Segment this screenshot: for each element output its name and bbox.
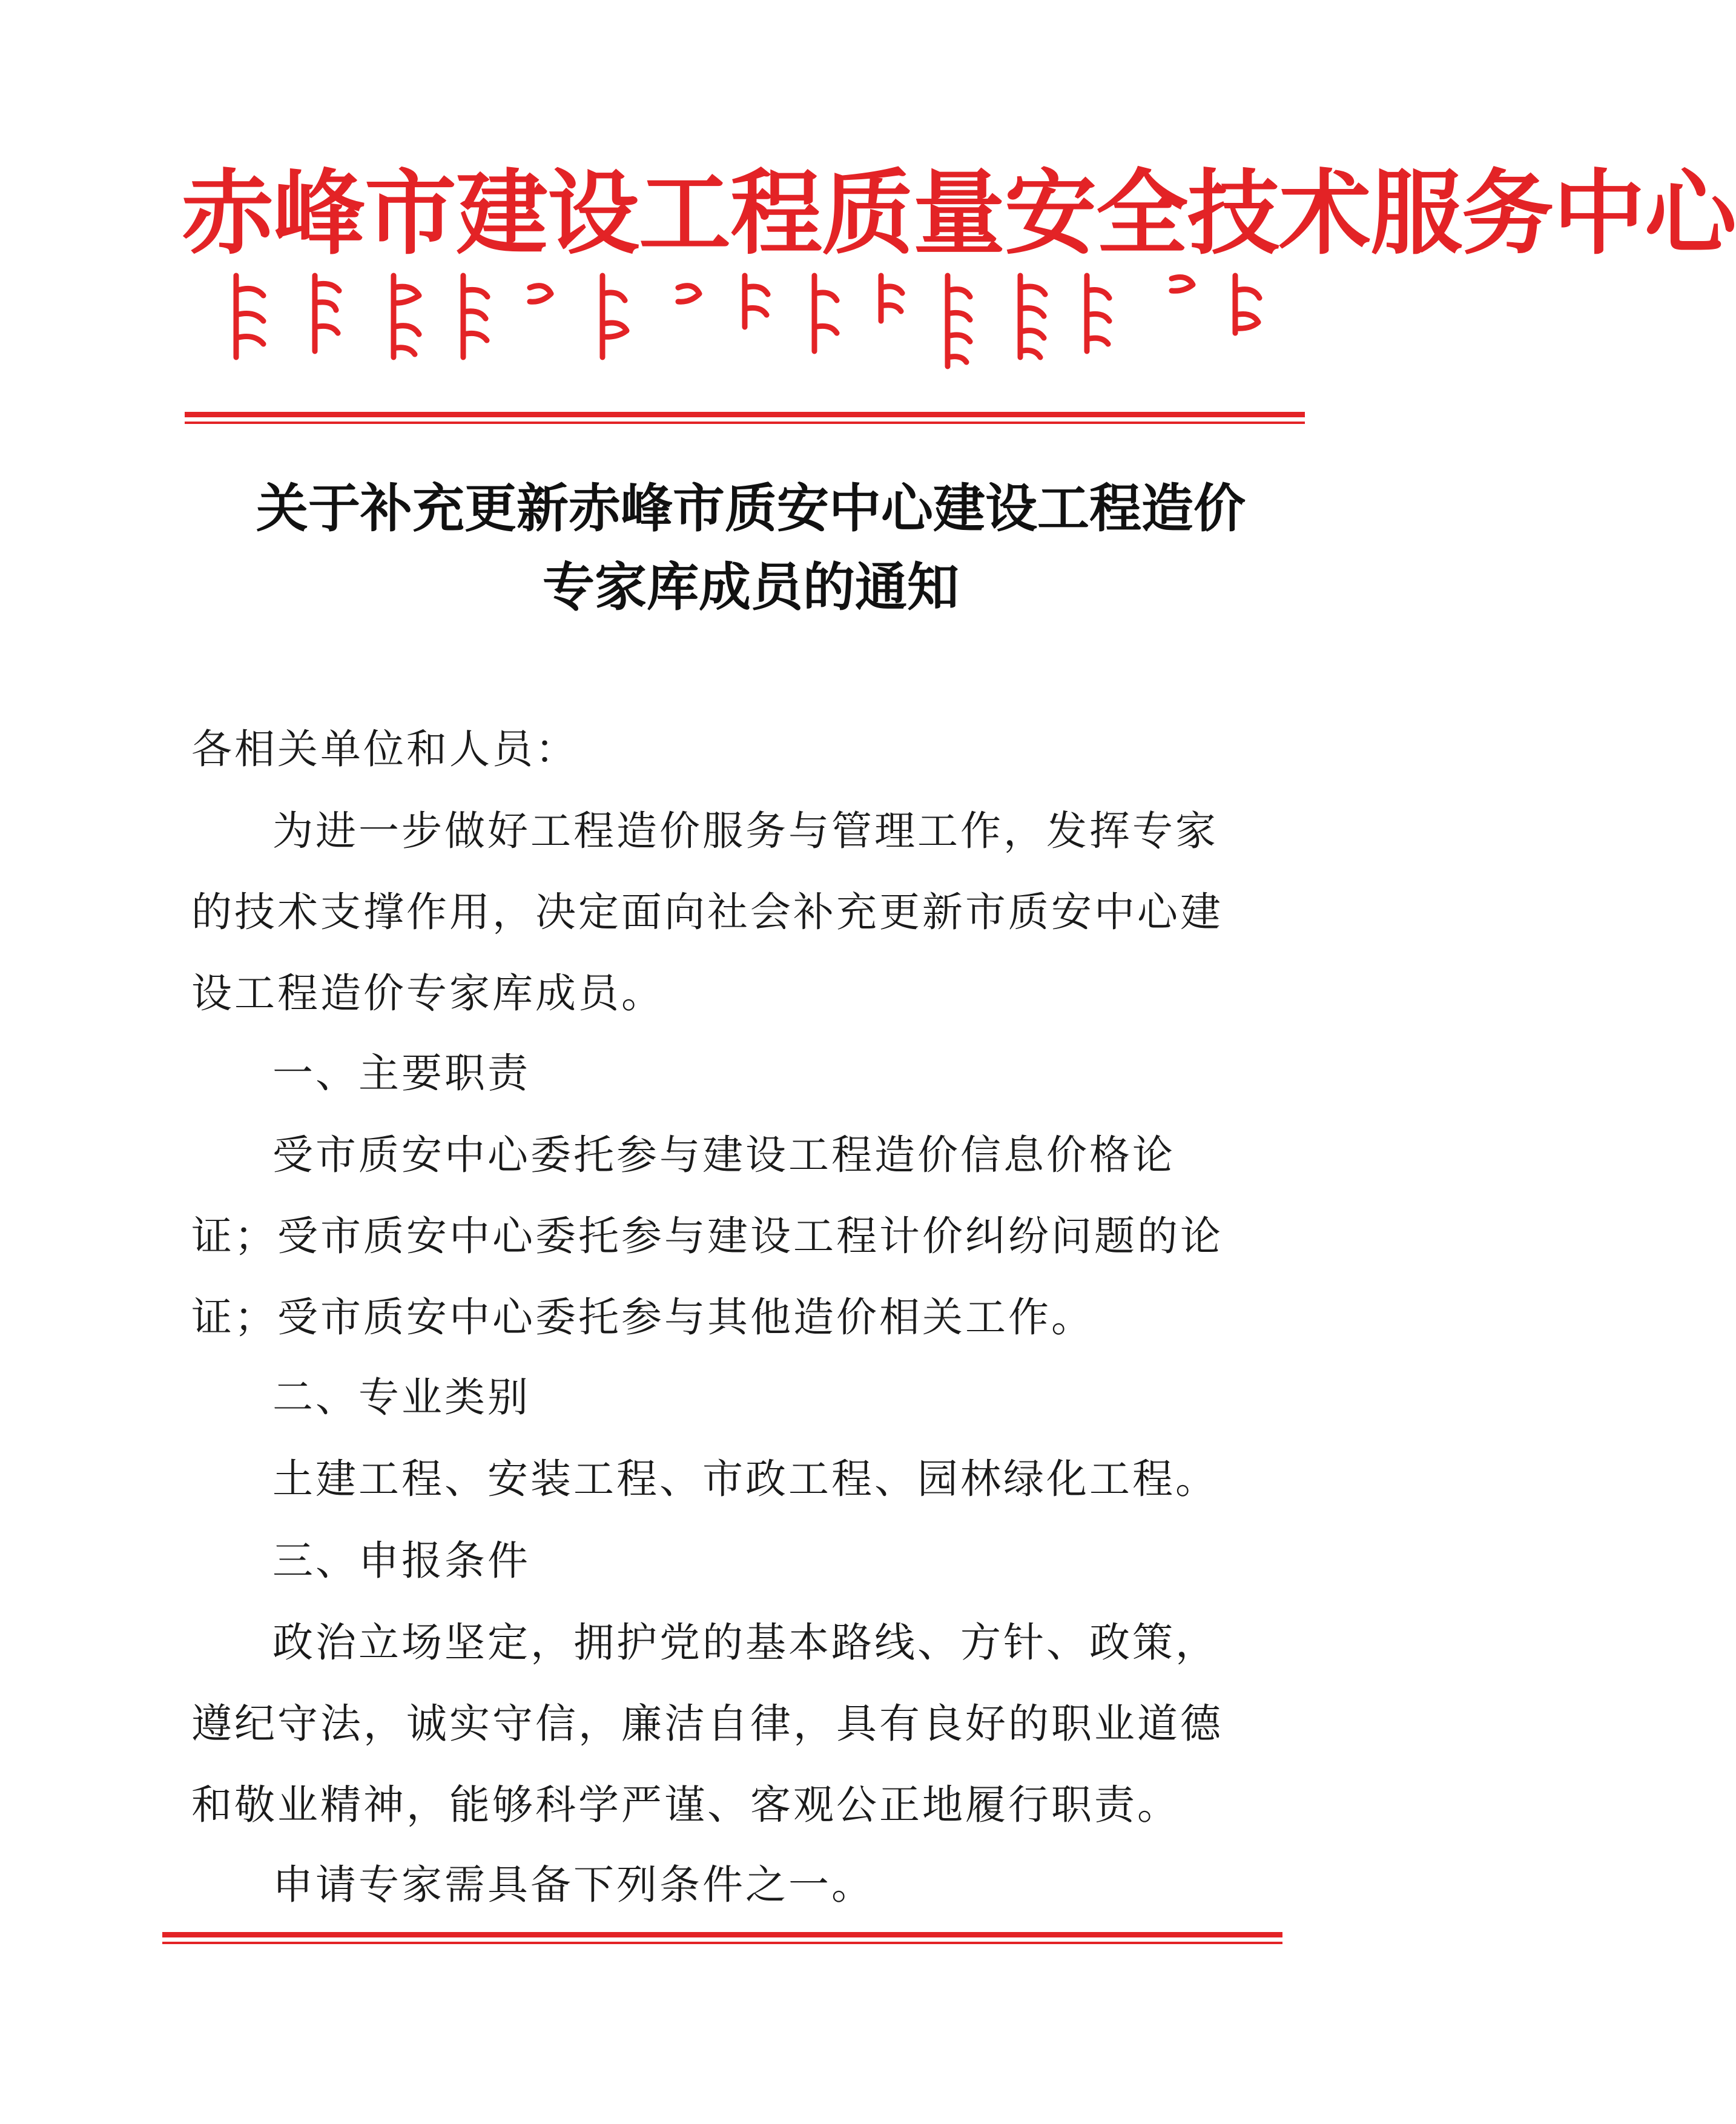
salutation: 各相关单位和人员： xyxy=(191,726,578,773)
document-title-line-2: 专家库成员的通知 xyxy=(543,557,959,618)
header-divider xyxy=(185,412,1305,428)
mongolian-script-logo xyxy=(230,266,1278,376)
section-3-conditions-intro: 申请专家需具备下列条件之一。 xyxy=(272,1861,874,1908)
intro-paragraph: 为进一步做好工程造价服务与管理工作，发挥专家的技术支撑作用，决定面向社会补充更新市质安中心建设工程造价专家库成员。 xyxy=(191,807,1223,1017)
section-1-heading: 一、主要职责 xyxy=(272,1050,530,1097)
footer-divider xyxy=(162,1932,1282,1948)
section-3-heading: 三、申报条件 xyxy=(272,1537,530,1584)
letterhead-org-name: 赤峰市建设工程质量安全技术服务中心 xyxy=(182,159,1736,267)
section-3-text: 政治立场坚定，拥护党的基本路线、方针、政策，遵纪守法，诚实守信，廉洁自律，具有良好的职业道德和敬业精神，能够科学严谨、客观公正地履行职责。 xyxy=(191,1619,1223,1828)
section-1-text: 受市质安中心委托参与建设工程造价信息价格论证；受市质安中心委托参与建设工程计价纠纷问题的论证；受市质安中心委托参与其他造价相关工作。 xyxy=(191,1131,1223,1341)
section-2-heading: 二、专业类别 xyxy=(272,1374,530,1421)
document-title-line-1: 关于补充更新赤峰市质安中心建设工程造价 xyxy=(256,478,1246,539)
section-2-text: 土建工程、安装工程、市政工程、园林绿化工程。 xyxy=(272,1455,1218,1503)
